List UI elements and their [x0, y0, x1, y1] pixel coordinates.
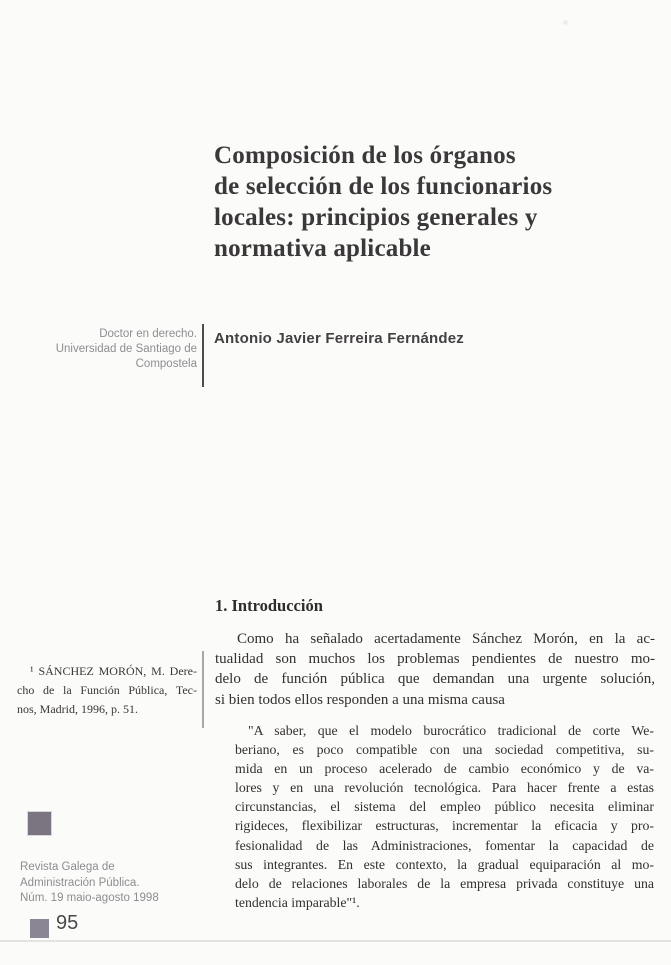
- byline-divider-rule: [202, 324, 204, 387]
- section-heading-introduccion: 1. Introducción: [215, 596, 323, 615]
- intro-paragraph: Como ha señalado acertadamente Sánchez Morón, en la ac- tualidad son muchos los problemas pendientes de nuestro mo- delo de función pública que demandan una urgente solución, si bien todos ellos responden a una misma causa: [215, 631, 655, 708]
- page-edge-line: [0, 940, 671, 942]
- margin-footnote: ¹ SÁNCHEZ MORÓN, M. Dere- cho de la Función Pública, Tec- nos, Madrid, 1996, p. 51.: [17, 664, 197, 716]
- footnote-rule: [202, 651, 204, 728]
- author-affiliation: Doctor en derecho. Universidad de Santiago de Compostela: [55, 328, 197, 370]
- decor-square: [28, 812, 51, 835]
- article-title: Composición de los órganos de selección de los funcionarios locales: principios generales y normativa aplicable: [214, 142, 553, 262]
- scan-speck: [563, 20, 568, 25]
- author-name: Antonio Javier Ferreira Fernández: [214, 330, 465, 347]
- journal-imprint: Revista Galega de Administración Pública. Núm. 19 maio-agosto 1998: [20, 861, 159, 904]
- page-number-square: [30, 919, 49, 938]
- block-quote: "A saber, que el modelo burocrático tradicional de corte We- beriano, es poco compatible con una sociedad competitiva, su- mida en un proceso acelerado de cambio económico y de va- lores y en una revolución tecnológica. Para hacer frente a estas circunstancias, el sistema del empleo público necesita eliminar rigideces, flexibilizar estructuras, incrementar la eficacia y pro- fesionalidad de las Administraciones, fomentar la capacidad de sus integrantes. En este contexto, la gradual equiparación al mo- delo de relaciones laborales de la empresa privada constituye una tendencia imparable"¹.: [235, 723, 654, 910]
- page-number: 95: [56, 912, 79, 934]
